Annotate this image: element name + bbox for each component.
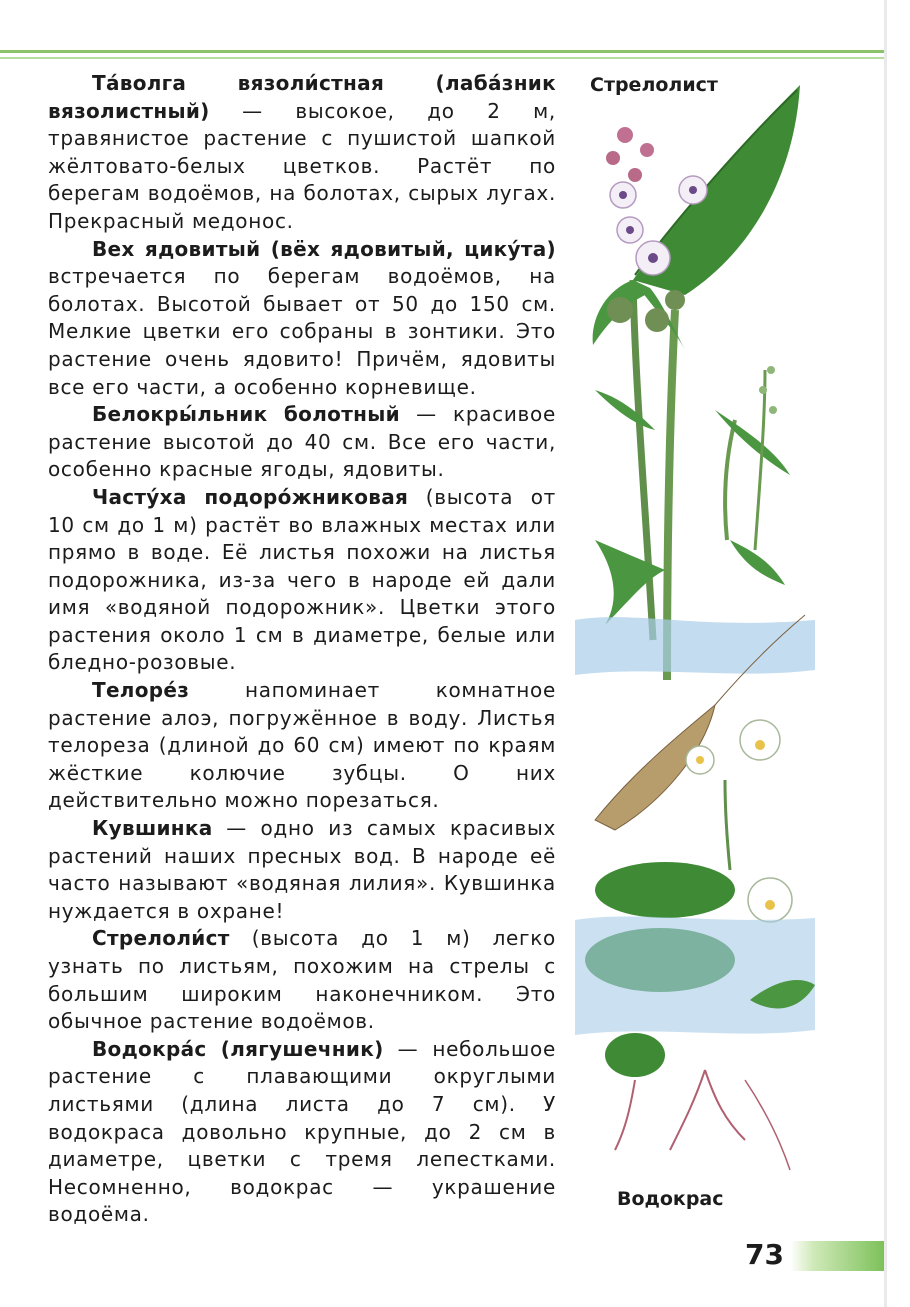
desc-kuvshinka: — одно из самых красивых растений наших пресных вод. В народе её часто называют «водяная лилия». Кувшинка нуждается в охране! — [48, 816, 556, 923]
desc-strelolist: (высота до 1 м) легко узнать по листьям, похожим на стрелы с большим широким наконечником. Это обычное растение водоёмов. — [48, 926, 556, 1034]
term-chastukha: Часту́ха подоро́жниковая — [92, 484, 409, 509]
desc-vekh: встречается по берегам водоёмов, на болотах. Высотой бывает от 50 до 150 см. Мелкие цветки его собраны в зонтики. Это растение очень ядовито! Причём, ядовиты все его части, а особенно корневище. — [48, 264, 556, 399]
strelolist-plant — [575, 85, 815, 680]
desc-belokrylnik: — красивое растение высотой до 40 см. Все его части, особенно красные ягоды, ядовиты. — [48, 402, 556, 482]
paragraph-chastukha — [48, 484, 556, 677]
term-kuvshinka: Кувшинка — [92, 816, 213, 841]
desc-vodokras: — небольшое растение с плавающими округлыми листьями (длина листа до 7 см). У водокраса довольно крупные, до 2 см в диаметре, цветки с тремя лепестками. Несомненно, водокрас — украшение водоёма. — [48, 1036, 556, 1227]
paragraph-belokrylnik — [48, 401, 556, 484]
plant-illustration — [575, 80, 815, 1210]
term-belokrylnik: Белокры́льник болотный — [92, 402, 400, 427]
desc-tavolga: — высокое, до 2 м, травянистое растение с пушистой шапкой жёлтовато-белых цветков. Растёт по берегам водоёмов, на болотах, сырых лугах. Прекрасный медонос. — [48, 98, 556, 233]
paragraph-strelolist — [48, 925, 556, 1035]
caption-strelolist: Стрелолист — [590, 74, 718, 96]
paragraph-kuvshinka — [48, 815, 556, 925]
caption-vodokras: Водокрас — [617, 1188, 724, 1210]
term-strelolist: Стрелоли́ст — [92, 926, 230, 951]
page-edge — [884, 0, 887, 1307]
page-number-bar — [790, 1241, 884, 1271]
vodokras-plant — [575, 720, 815, 1170]
paragraph-telorez — [48, 677, 556, 815]
desc-chastukha: (высота от 10 см до 1 м) растёт во влажных местах или прямо в воде. Её листья похожи на листья подорожника, из-за чего в народе ей дали имя «водяной подорожник». Цветки этого растения около 1 см в диаметре, белые или бледно-розовые. — [48, 484, 557, 675]
page-number: 73 — [745, 1238, 784, 1271]
term-tavolga: Та́волга вязоли́стная (лаба́зник вязолистный) — [48, 71, 556, 123]
paragraph-vodokras — [48, 1036, 556, 1229]
article-text — [48, 70, 556, 1229]
paragraph-tavolga — [48, 70, 556, 236]
header-rule — [0, 50, 884, 53]
paragraph-vekh — [48, 236, 556, 402]
term-vodokras: Водокра́с (лягушечник) — [92, 1036, 384, 1061]
header-rule-thin — [0, 57, 884, 59]
term-vekh: Вех ядовитый (вёх ядовитый, цику́та) — [92, 236, 556, 261]
term-telorez: Телоре́з — [92, 678, 190, 703]
desc-telorez: напоминает комнатное растение алоэ, погружённое в воду. Листья телореза (длиной до 60 см) имеют по краям жёсткие колючие зубцы. О них действительно можно порезаться. — [48, 678, 556, 813]
